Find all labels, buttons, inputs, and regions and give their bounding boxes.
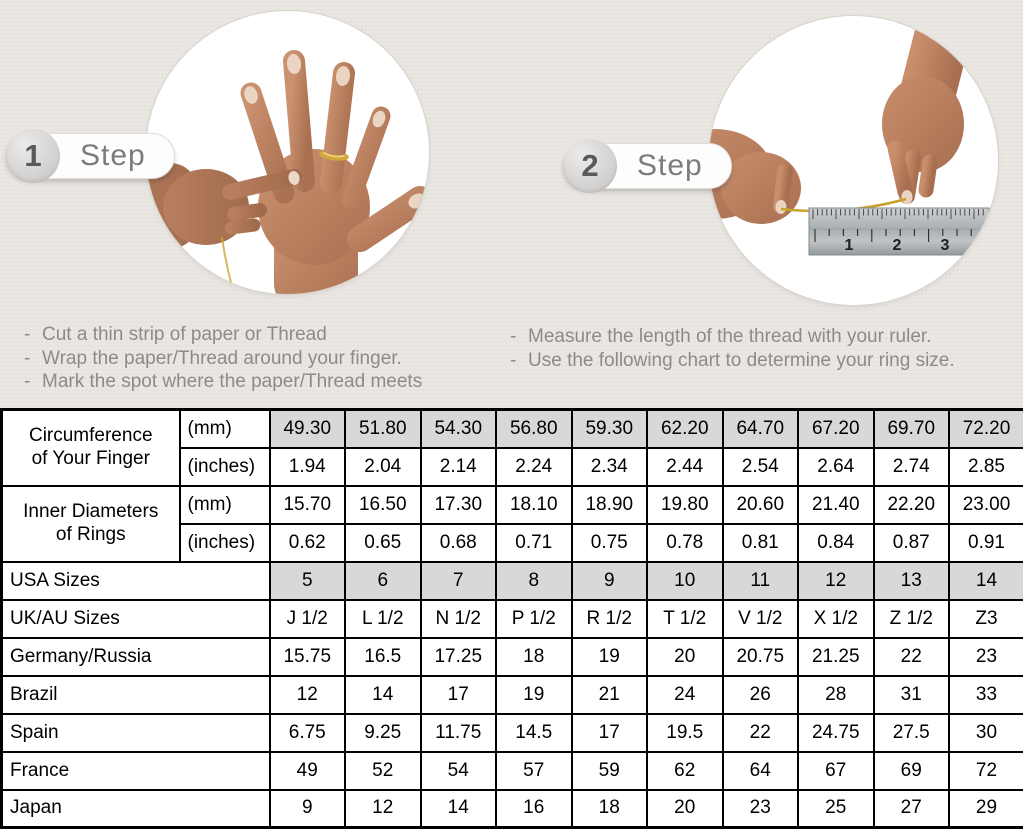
table-cell: 21.40 [798,486,874,524]
instruction-text: Wrap the paper/Thread around your finger. [42,347,402,371]
table-cell: 26 [723,676,799,714]
table-cell: 12 [270,676,346,714]
table-cell: 18 [496,638,572,676]
table-cell: 0.65 [345,524,421,562]
table-cell: 11.75 [421,714,497,752]
table-cell: 64.70 [723,410,799,448]
table-cell: 21.25 [798,638,874,676]
table-row [2,486,1023,524]
row-label: Japan [2,790,270,828]
table-cell: 59.30 [572,410,648,448]
table-cell: 20.75 [723,638,799,676]
table-cell: 7 [421,562,497,600]
row-group-label-line: Inner Diameters [7,501,175,524]
instruction-item [20,370,490,394]
table-cell: 19 [572,638,648,676]
table-cell: 29 [949,790,1023,828]
table-cell: 20 [647,638,723,676]
table-cell: 21 [572,676,648,714]
table-cell: L 1/2 [345,600,421,638]
table-cell: 24 [647,676,723,714]
table-cell: 10 [647,562,723,600]
table-cell: 56.80 [496,410,572,448]
table-cell: 2.14 [421,448,497,486]
table-cell: 2.85 [949,448,1023,486]
table-cell: 2.64 [798,448,874,486]
table-cell: 24.75 [798,714,874,752]
table-cell: 19.80 [647,486,723,524]
table-cell: 62 [647,752,723,790]
table-cell: 14 [345,676,421,714]
table-row [2,676,1023,714]
table-cell: 22 [874,638,950,676]
table-cell: 2.04 [345,448,421,486]
table-cell: Z 1/2 [874,600,950,638]
table-cell: 14 [421,790,497,828]
table-cell: 16.5 [345,638,421,676]
table-cell: 5 [270,562,346,600]
table-row [2,562,1023,600]
ruler-number: 3 [941,237,950,254]
table-cell: 6 [345,562,421,600]
table-cell: 12 [798,562,874,600]
table-cell: 2.74 [874,448,950,486]
table-row [2,410,1023,448]
table-cell: 20 [647,790,723,828]
row-label: Spain [2,714,270,752]
row-sub-label: (inches) [180,524,270,562]
table-cell: 12 [345,790,421,828]
instruction-text: Mark the spot where the paper/Thread meets [42,370,422,394]
table-cell: 49 [270,752,346,790]
hand-with-ring-photo [146,11,429,294]
table-cell: 16 [496,790,572,828]
table-cell: V 1/2 [723,600,799,638]
row-sub-label: (mm) [180,410,270,448]
dash-bullet: - [20,370,42,394]
table-cell: Z3 [949,600,1023,638]
table-cell: 0.62 [270,524,346,562]
table-cell: 54.30 [421,410,497,448]
table-cell: 72 [949,752,1023,790]
table-cell: 2.24 [496,448,572,486]
step-2-instructions [506,325,1018,372]
instruction-item [20,347,490,371]
table-cell: 22 [723,714,799,752]
row-label: UK/AU Sizes [2,600,270,638]
instruction-item [506,325,1018,349]
table-cell: 62.20 [647,410,723,448]
table-cell: 30 [949,714,1023,752]
table-cell: 19 [496,676,572,714]
table-cell: 9 [572,562,648,600]
row-label: USA Sizes [2,562,270,600]
table-cell: 31 [874,676,950,714]
table-row [2,752,1023,790]
table-cell: 23.00 [949,486,1023,524]
table-cell: 20.60 [723,486,799,524]
table-cell: 0.91 [949,524,1023,562]
table-cell: 17.25 [421,638,497,676]
table-cell: 2.34 [572,448,648,486]
table-cell: 9.25 [345,714,421,752]
table-row [2,790,1023,828]
table-cell: X 1/2 [798,600,874,638]
table-cell: 28 [798,676,874,714]
ring-size-conversion-table [0,408,1023,829]
table-cell: 67 [798,752,874,790]
table-cell: 1.94 [270,448,346,486]
dash-bullet: - [20,347,42,371]
row-sub-label: (inches) [180,448,270,486]
table-cell: 64 [723,752,799,790]
table-cell: N 1/2 [421,600,497,638]
instruction-text: Cut a thin strip of paper or Thread [42,323,327,347]
table-cell: P 1/2 [496,600,572,638]
table-cell: 19.5 [647,714,723,752]
table-cell: 18 [572,790,648,828]
table-cell: 0.75 [572,524,648,562]
table-row [2,600,1023,638]
table-cell: 18.10 [496,486,572,524]
table-cell: 27.5 [874,714,950,752]
dash-bullet: - [20,323,42,347]
row-group-label-line: of Your Finger [7,448,175,471]
table-cell: 67.20 [798,410,874,448]
hand-with-ring-illustration [146,11,429,294]
step-1-number-circle: 1 [6,129,60,183]
row-sub-label: (mm) [180,486,270,524]
table-cell: R 1/2 [572,600,648,638]
table-cell: 2.44 [647,448,723,486]
table-cell: J 1/2 [270,600,346,638]
table-cell: 14.5 [496,714,572,752]
row-group-label-line: of Rings [7,524,175,547]
row-label: Brazil [2,676,270,714]
table-row [2,714,1023,752]
step-1-instructions [20,323,490,394]
row-group-label [2,486,180,562]
table-cell: T 1/2 [647,600,723,638]
table-cell: 49.30 [270,410,346,448]
table-cell: 15.75 [270,638,346,676]
table-cell: 6.75 [270,714,346,752]
table-cell: 0.68 [421,524,497,562]
table-cell: 0.81 [723,524,799,562]
ruler-number: 1 [845,237,854,254]
table-cell: 54 [421,752,497,790]
table-cell: 23 [949,638,1023,676]
table-cell: 16.50 [345,486,421,524]
table-cell: 13 [874,562,950,600]
step-1-label: Step [80,139,146,173]
instruction-text: Use the following chart to determine your ring size. [528,349,955,373]
table-cell: 9 [270,790,346,828]
table-cell: 17.30 [421,486,497,524]
table-cell: 15.70 [270,486,346,524]
table-row [2,638,1023,676]
step-2-number-circle: 2 [563,139,617,193]
table-cell: 2.54 [723,448,799,486]
dash-bullet: - [506,325,528,349]
step-2-label: Step [637,149,703,183]
ruler [809,208,989,255]
row-label: Germany/Russia [2,638,270,676]
table-cell: 14 [949,562,1023,600]
table-cell: 33 [949,676,1023,714]
table-cell: 0.87 [874,524,950,562]
instruction-item [20,323,490,347]
row-label: France [2,752,270,790]
table-cell: 11 [723,562,799,600]
instruction-text: Measure the length of the thread with your ruler. [528,325,931,349]
table-cell: 59 [572,752,648,790]
table-cell: 51.80 [345,410,421,448]
table-cell: 52 [345,752,421,790]
table-cell: 57 [496,752,572,790]
ruler-number: 2 [893,237,902,254]
thread-ruler-illustration [709,16,998,305]
row-group-label [2,410,180,486]
table-cell: 27 [874,790,950,828]
table-cell: 17 [421,676,497,714]
table-cell: 69 [874,752,950,790]
table-cell: 0.78 [647,524,723,562]
step-2-badge [563,143,732,189]
table-cell: 8 [496,562,572,600]
table-cell: 18.90 [572,486,648,524]
step-1-badge [6,133,175,179]
dash-bullet: - [506,349,528,373]
row-group-label-line: Circumference [7,425,175,448]
instruction-item [506,349,1018,373]
table-cell: 17 [572,714,648,752]
table-cell: 23 [723,790,799,828]
thread-ruler-photo [709,16,998,305]
table-cell: 22.20 [874,486,950,524]
table-cell: 0.71 [496,524,572,562]
table-cell: 72.20 [949,410,1023,448]
table-cell: 25 [798,790,874,828]
table-cell: 69.70 [874,410,950,448]
table-cell: 0.84 [798,524,874,562]
